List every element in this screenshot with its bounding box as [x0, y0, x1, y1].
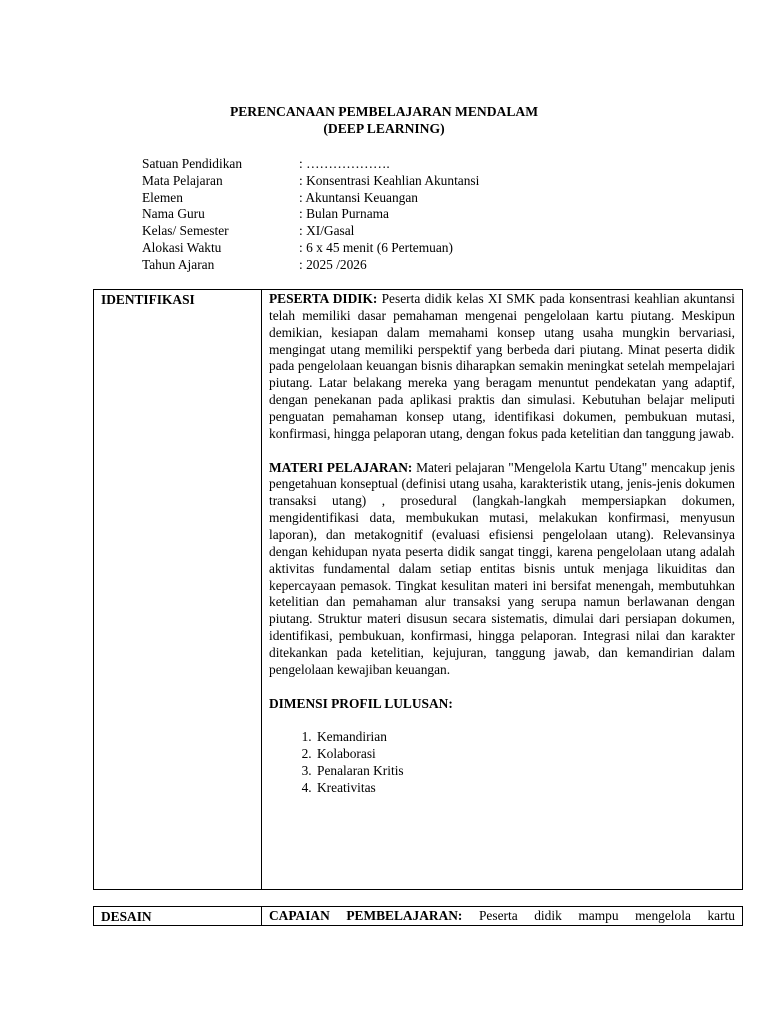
info-label: Tahun Ajaran [142, 256, 215, 272]
capaian-paragraph [269, 908, 735, 925]
info-table [142, 156, 479, 274]
info-row [142, 156, 479, 173]
desain-label: DESAIN [94, 907, 262, 926]
info-label: Mata Pelajaran [142, 172, 223, 188]
info-label: Nama Guru [142, 206, 205, 222]
identifikasi-content [262, 290, 743, 890]
info-value: : 2025 /2026 [299, 256, 367, 272]
info-value: : Bulan Purnama [299, 206, 390, 222]
info-value: : Akuntansi Keuangan [299, 189, 419, 205]
identifikasi-label: IDENTIFIKASI [94, 290, 262, 890]
document-title [0, 103, 768, 137]
info-row [142, 206, 479, 223]
info-row [142, 223, 479, 240]
peserta-didik-text: Peserta didik kelas XI SMK pada konsentrasi keahlian akuntansi telah memiliki dasar pemahaman mengenai pengelolaan kartu piutang. Meskipun demikian, kesiapan dalam memahami konsep utang usaha mungkin bervariasi, mengingat utang memiliki perspektif yang berbeda dari piutang. Minat peserta didik pada pengelolaan keuangan bisnis diharapkan semakin meningkat setelah mempelajari piutang. Latar belakang mereka yang beragam menuntut pendekatan yang adaptif, dengan penekanan pada aplikasi praktis dan simulasi. Kebutuhan belajar meliputi penguatan pemahaman konsep utang, identifikasi dokumen, pembukuan mutasi, konfirmasi, hingga pelaporan utang, dengan fokus pada ketelitian dan tanggung jawab. [269, 291, 736, 441]
info-label: Kelas/ Semester [142, 223, 229, 239]
list-item: 3. Penalaran Kritis [315, 763, 735, 780]
dimensi-profil-list [269, 729, 735, 796]
desain-table [93, 906, 743, 926]
info-row [142, 240, 479, 257]
list-item: 2. Kolaborasi [315, 746, 735, 763]
info-row [142, 173, 479, 190]
list-item: 4. Kreativitas [315, 780, 735, 797]
desain-content [262, 907, 743, 926]
materi-pelajaran-paragraph [269, 460, 735, 679]
materi-pelajaran-text: Materi pelajaran "Mengelola Kartu Utang" mencakup jenis pengetahuan konseptual (definisi utang usaha, karakteristik utang, jenis-jenis dokumen transaksi utang) , prosedural (langkah-langkah mempersiapkan dokumen, mengidentifikasi data, membukukan mutasi, melakukan konfirmasi, menyusun laporan), dan metakognitif (evaluasi efisiensi pengelolaan utang). Relevansinya dengan kehidupan nyata peserta didik sangat tinggi, karena pengelolaan utang adalah aktivitas fundamental dalam setiap entitas bisnis untuk menjaga likuiditas dan kepercayaan pemasok. Tingkat kesulitan materi ini bersifat menengah, membutuhkan ketelitian dan pemahaman alur transaksi yang serupa namun berlawanan dengan piutang. Struktur materi disusun secara sistematis, dimulai dari persiapan dokumen, identifikasi, pembukuan, konfirmasi, hingga pelaporan. Integrasi nilai dan karakter ditekankan pada ketelitian, kejujuran, tanggung jawab, dan kemandirian dalam pengelolaan kewajiban keuangan. [269, 459, 735, 677]
capaian-text: Peserta didik mampu mengelola kartu [462, 908, 735, 923]
info-row [142, 190, 479, 207]
info-value: : ………………. [299, 156, 390, 171]
title-line-1: PERENCANAAN PEMBELAJARAN MENDALAM [229, 104, 539, 119]
peserta-didik-heading: PESERTA DIDIK: [269, 291, 378, 306]
identifikasi-row [94, 290, 743, 890]
info-value: : XI/Gasal [299, 223, 355, 239]
info-value: : Konsentrasi Keahlian Akuntansi [299, 172, 480, 188]
title-line-2: (DEEP LEARNING) [323, 121, 445, 136]
identifikasi-table [93, 289, 743, 890]
info-row [142, 257, 479, 274]
info-label: Satuan Pendidikan [142, 156, 243, 171]
capaian-heading: CAPAIAN PEMBELAJARAN: [269, 908, 463, 923]
info-label: Alokasi Waktu [142, 239, 222, 255]
dimensi-profil-heading: DIMENSI PROFIL LULUSAN: [269, 695, 453, 711]
info-value: : 6 x 45 menit (6 Pertemuan) [299, 239, 453, 255]
desain-row [94, 907, 743, 926]
materi-pelajaran-heading: MATERI PELAJARAN: [269, 459, 413, 475]
info-label: Elemen [142, 189, 183, 205]
list-item: 1. Kemandirian [315, 729, 735, 746]
peserta-didik-paragraph [269, 291, 735, 443]
